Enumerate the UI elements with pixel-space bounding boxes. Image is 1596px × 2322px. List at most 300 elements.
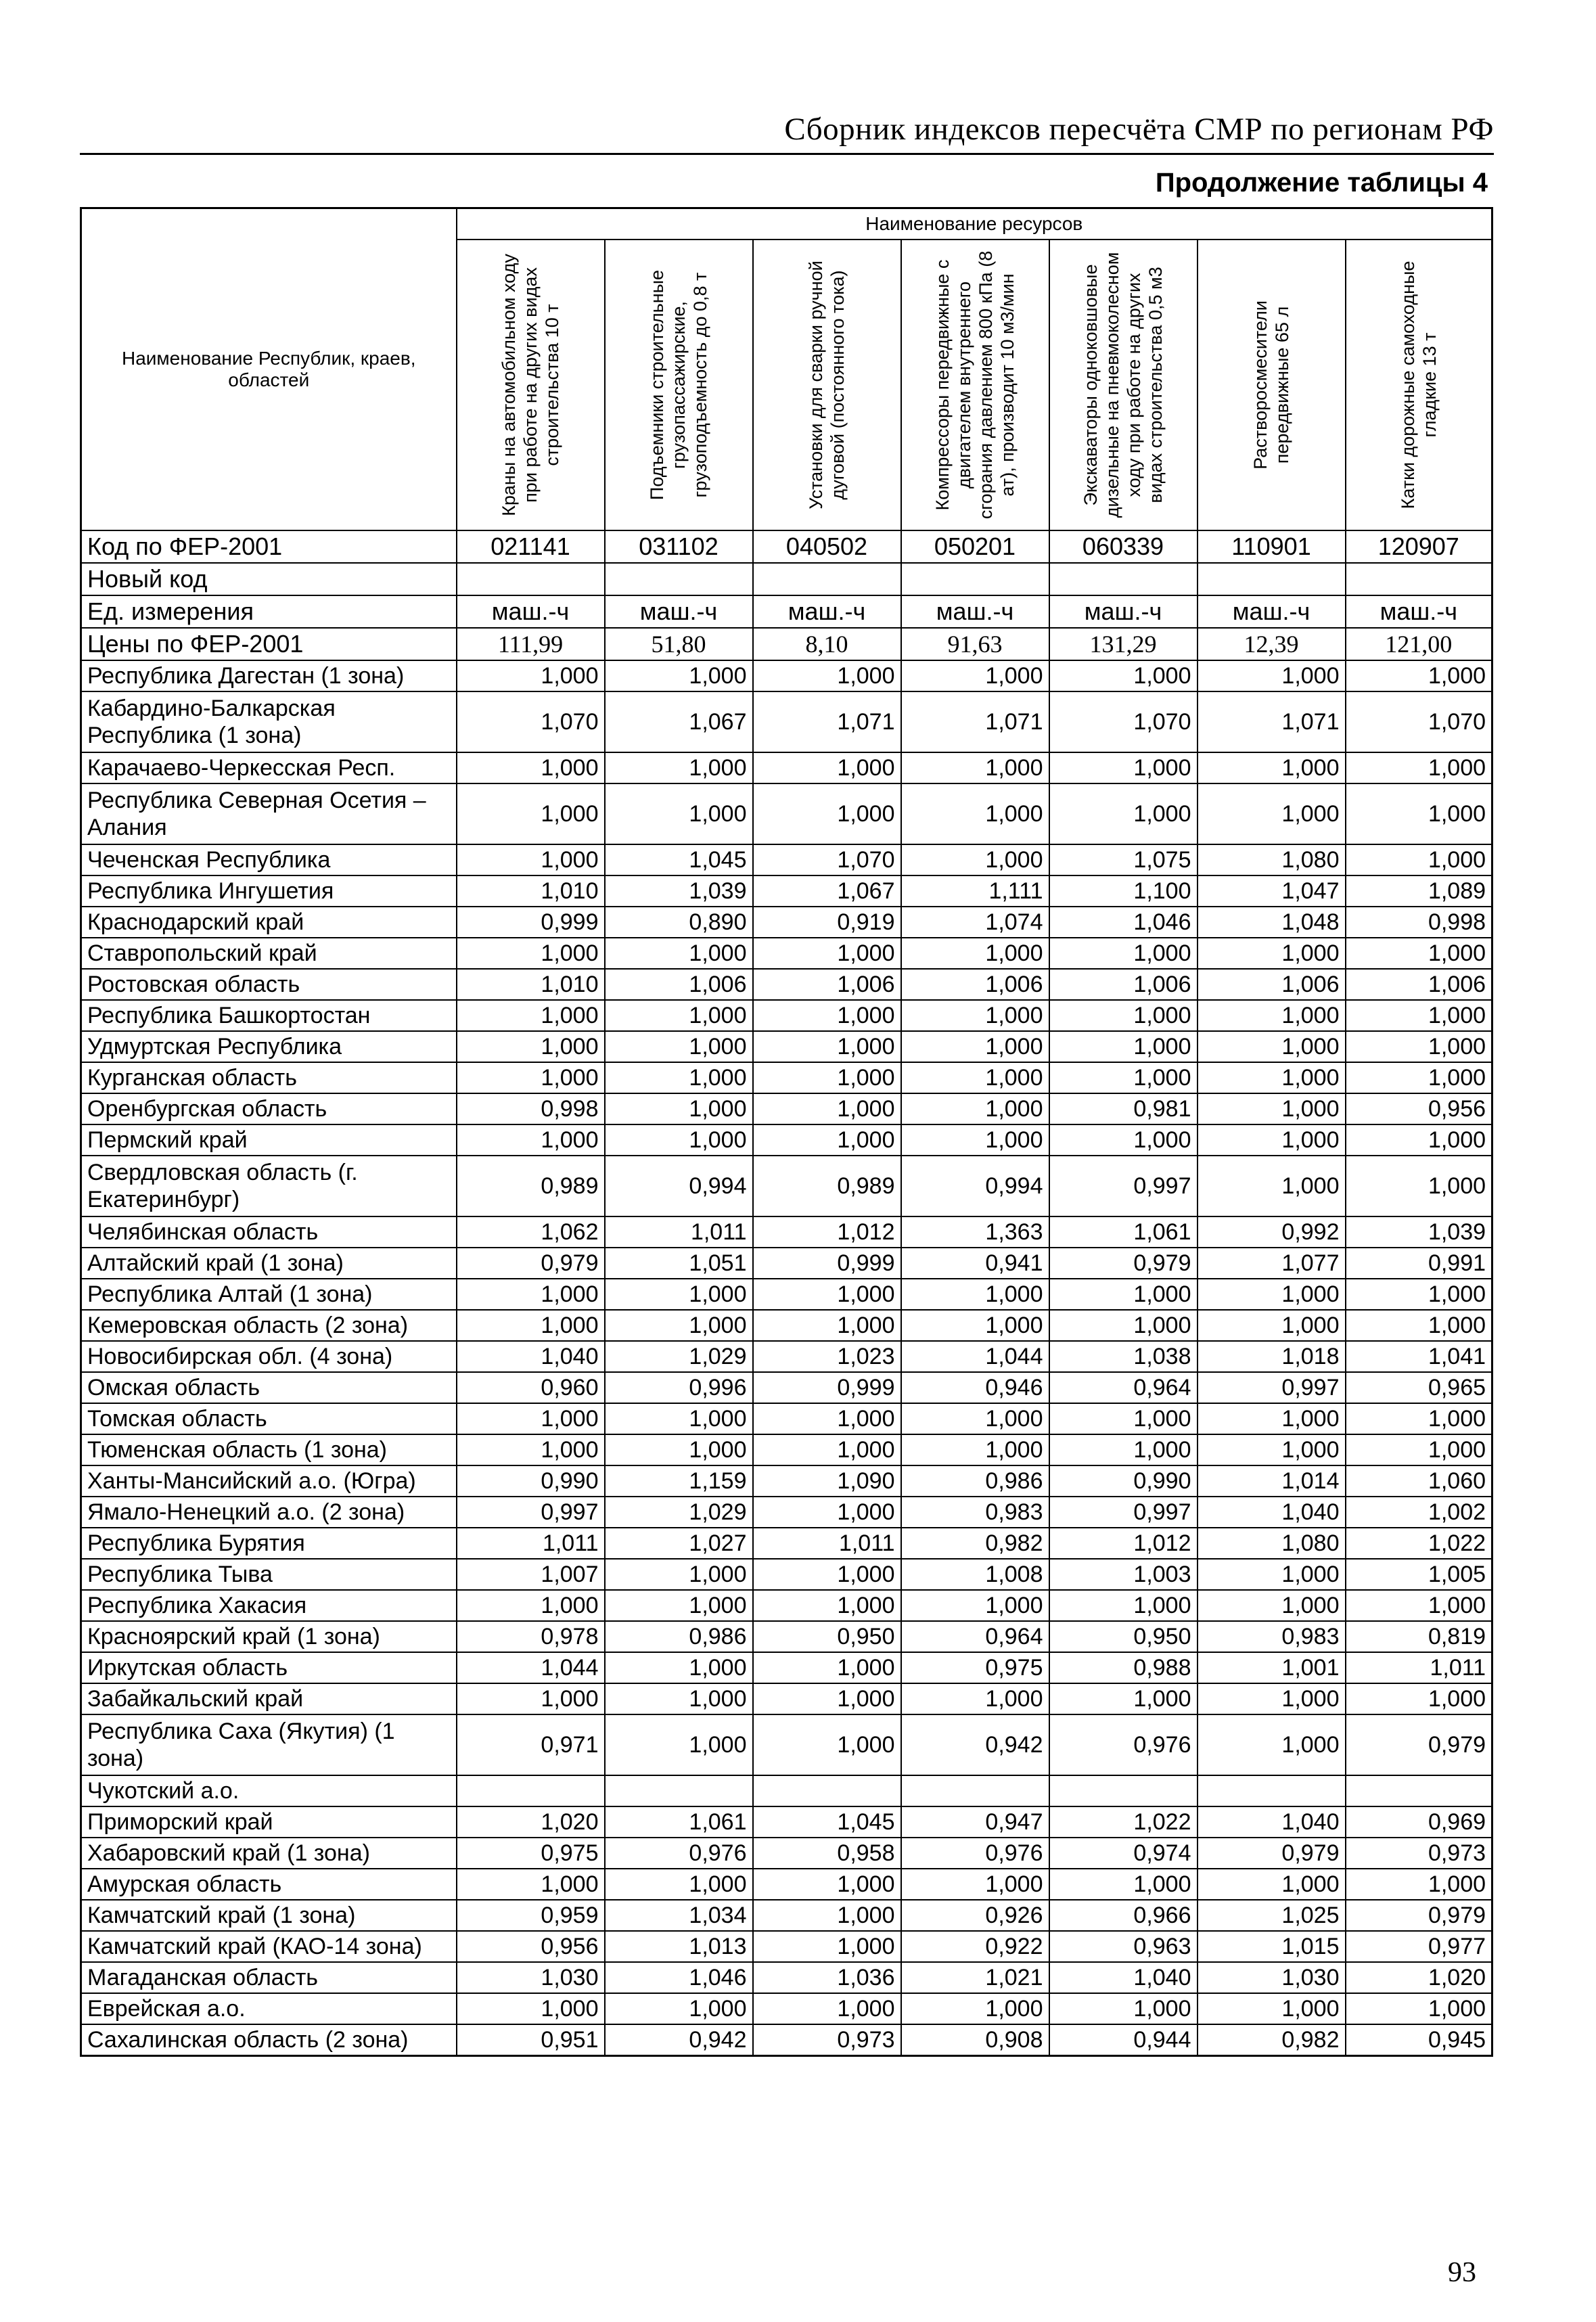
coefficient-cell: 1,051	[605, 1248, 753, 1279]
table-row	[81, 1341, 1492, 1372]
coefficient-cell: 0,963	[1049, 1931, 1198, 1962]
coefficient-cell: 1,000	[1346, 660, 1492, 691]
coefficient-cell: 1,034	[605, 1900, 753, 1931]
table-row	[81, 1248, 1492, 1279]
coefficient-cell: 1,029	[605, 1341, 753, 1372]
region-name: Чукотский а.о.	[81, 1775, 457, 1806]
coefficient-cell: 1,000	[1346, 844, 1492, 875]
coefficient-cell: 1,015	[1198, 1931, 1346, 1962]
coefficient-cell: 0,996	[605, 1372, 753, 1403]
resource-name-cell	[605, 240, 753, 530]
new-code	[1049, 563, 1198, 595]
coefficient-cell: 1,000	[901, 1031, 1049, 1062]
table-row	[81, 691, 1492, 752]
region-name: Кемеровская область (2 зона)	[81, 1310, 457, 1341]
coefficient-cell: 1,044	[901, 1341, 1049, 1372]
page-number: 93	[1448, 2257, 1476, 2288]
coefficient-cell: 1,041	[1346, 1341, 1492, 1372]
resource-name: Установки для сварки ручной дуговой (постоянного тока)	[806, 260, 848, 509]
coefficient-cell: 0,994	[605, 1156, 753, 1216]
table-row	[81, 1497, 1492, 1528]
coefficient-cell: 1,045	[753, 1806, 901, 1838]
coefficient-cell: 1,000	[457, 1869, 605, 1900]
coefficient-cell: 0,956	[1346, 1093, 1492, 1124]
coefficient-cell: 0,976	[1049, 1714, 1198, 1775]
coefficient-cell: 1,023	[753, 1341, 901, 1372]
region-name: Республика Бурятия	[81, 1528, 457, 1559]
coefficient-cell: 1,000	[1049, 1124, 1198, 1156]
coefficient-cell: 1,012	[1049, 1528, 1198, 1559]
coefficient-cell: 1,000	[605, 1683, 753, 1714]
coefficient-cell: 1,011	[1346, 1652, 1492, 1683]
table-row	[81, 1559, 1492, 1590]
resource-name-cell	[753, 240, 901, 530]
table-row	[81, 1156, 1492, 1216]
coefficient-cell: 1,000	[1049, 1031, 1198, 1062]
region-name: Республика Саха (Якутия) (1 зона)	[81, 1714, 457, 1775]
coefficient-cell: 1,000	[753, 1652, 901, 1683]
coefficient-cell: 1,075	[1049, 844, 1198, 875]
table-row	[81, 1062, 1492, 1093]
table-row	[81, 1869, 1492, 1900]
coefficient-cell: 1,000	[1346, 1683, 1492, 1714]
coefficient-cell: 0,979	[1346, 1714, 1492, 1775]
table-row	[81, 1775, 1492, 1806]
table-row	[81, 1652, 1492, 1683]
coefficient-cell: 1,061	[1049, 1216, 1198, 1248]
region-name: Ставропольский край	[81, 938, 457, 969]
coefficient-cell: 0,922	[901, 1931, 1049, 1962]
coefficient-cell: 1,000	[1198, 1124, 1346, 1156]
region-name: Республика Алтай (1 зона)	[81, 1279, 457, 1310]
resource-name: Растворосмесители передвижные 65 л	[1250, 300, 1292, 470]
coefficient-cell: 1,159	[605, 1465, 753, 1497]
coefficient-cell: 1,001	[1198, 1652, 1346, 1683]
coefficient-cell: 1,005	[1346, 1559, 1492, 1590]
coefficient-cell: 1,000	[457, 1434, 605, 1465]
table-row	[81, 1528, 1492, 1559]
region-name: Оренбургская область	[81, 1093, 457, 1124]
coefficient-cell: 1,000	[457, 783, 605, 844]
coefficient-cell: 0,998	[1346, 907, 1492, 938]
coefficient-cell: 1,000	[1049, 1403, 1198, 1434]
coefficient-cell: 0,990	[457, 1465, 605, 1497]
coefficient-cell: 1,067	[605, 691, 753, 752]
coefficient-cell: 0,999	[753, 1248, 901, 1279]
coefficient-cell: 1,000	[1049, 752, 1198, 783]
table-row	[81, 1931, 1492, 1962]
price: 121,00	[1346, 628, 1492, 660]
coefficient-cell: 1,000	[605, 1590, 753, 1621]
unit-label: Ед. измерения	[81, 595, 457, 628]
coefficient-cell: 1,000	[1346, 1000, 1492, 1031]
coefficient-cell: 1,074	[901, 907, 1049, 938]
region-name: Республика Башкортостан	[81, 1000, 457, 1031]
coefficient-cell: 0,964	[901, 1621, 1049, 1652]
running-header	[80, 108, 1494, 155]
coefficient-cell: 1,040	[1049, 1962, 1198, 1993]
coefficient-cell	[1198, 1775, 1346, 1806]
table-row	[81, 1372, 1492, 1403]
coefficient-cell: 1,006	[901, 969, 1049, 1000]
resource-name-cell	[457, 240, 605, 530]
coefficient-cell: 1,027	[605, 1528, 753, 1559]
region-name: Свердловская область (г. Екатеринбург)	[81, 1156, 457, 1216]
coefficient-cell: 1,000	[457, 1310, 605, 1341]
coefficient-cell: 1,000	[1198, 1093, 1346, 1124]
coefficient-cell: 0,947	[901, 1806, 1049, 1838]
coefficient-cell: 1,000	[1049, 783, 1198, 844]
coefficient-cell: 1,046	[1049, 907, 1198, 938]
coefficient-cell: 1,000	[1049, 1993, 1198, 2024]
price: 111,99	[457, 628, 605, 660]
coefficient-cell: 1,006	[753, 969, 901, 1000]
coefficient-cell: 0,998	[457, 1093, 605, 1124]
coefficient-cell: 0,982	[901, 1528, 1049, 1559]
coefficient-cell: 1,000	[457, 1993, 605, 2024]
coefficient-cell: 1,000	[901, 1993, 1049, 2024]
coefficient-cell: 0,978	[457, 1621, 605, 1652]
price-label: Цены по ФЕР-2001	[81, 628, 457, 660]
coefficient-cell: 1,000	[457, 1124, 605, 1156]
new-code	[1198, 563, 1346, 595]
coefficient-cell: 0,974	[1049, 1838, 1198, 1869]
coefficient-cell: 1,018	[1198, 1341, 1346, 1372]
coefficient-cell: 0,979	[1346, 1900, 1492, 1931]
coefficient-cell: 1,070	[1049, 691, 1198, 752]
coefficient-cell: 1,000	[753, 1062, 901, 1093]
coefficient-cell	[457, 1775, 605, 1806]
coefficient-cell: 1,006	[1346, 969, 1492, 1000]
coefficient-cell: 1,047	[1198, 875, 1346, 907]
coefficient-cell: 1,020	[1346, 1962, 1492, 1993]
resource-name: Экскаваторы одноковшовые дизельные на пневмоколесном ходу при работе на других видах строительства 0,5 м3	[1080, 252, 1166, 518]
coefficient-cell: 1,000	[753, 938, 901, 969]
region-name: Республика Дагестан (1 зона)	[81, 660, 457, 691]
table-row	[81, 1216, 1492, 1248]
coefficient-cell: 1,000	[457, 1590, 605, 1621]
coefficient-cell: 1,000	[753, 1000, 901, 1031]
coefficient-cell: 1,000	[1346, 1031, 1492, 1062]
coefficient-cell: 1,000	[457, 1031, 605, 1062]
coefficient-cell	[901, 1775, 1049, 1806]
coefficient-cell: 1,000	[901, 1683, 1049, 1714]
price: 91,63	[901, 628, 1049, 660]
coefficient-cell: 1,000	[753, 1031, 901, 1062]
coefficient-cell: 0,997	[1049, 1497, 1198, 1528]
coefficient-cell: 1,000	[1198, 1403, 1346, 1434]
coefficient-cell: 1,090	[753, 1465, 901, 1497]
coefficient-cell: 1,021	[901, 1962, 1049, 1993]
unit: маш.-ч	[753, 595, 901, 628]
coefficient-cell: 1,071	[901, 691, 1049, 752]
region-name: Республика Тыва	[81, 1559, 457, 1590]
coefficient-cell: 1,000	[457, 660, 605, 691]
coefficient-cell: 0,950	[1049, 1621, 1198, 1652]
coefficient-cell	[753, 1775, 901, 1806]
table-row	[81, 1962, 1492, 1993]
coefficient-cell: 1,000	[457, 938, 605, 969]
coefficient-cell: 1,000	[1198, 1993, 1346, 2024]
table-caption: Продолжение таблицы 4	[1155, 168, 1488, 198]
coefficient-cell: 1,000	[753, 1590, 901, 1621]
coefficient-cell: 0,981	[1049, 1093, 1198, 1124]
coefficient-cell: 1,000	[605, 1869, 753, 1900]
coefficient-cell: 1,000	[1198, 1869, 1346, 1900]
table-row	[81, 1993, 1492, 2024]
coefficient-cell: 1,060	[1346, 1465, 1492, 1497]
coefficient-cell	[605, 1775, 753, 1806]
coefficient-cell: 0,956	[457, 1931, 605, 1962]
table-row	[81, 1714, 1492, 1775]
region-name: Хабаровский край (1 зона)	[81, 1838, 457, 1869]
coefficient-cell: 1,013	[605, 1931, 753, 1962]
coefficient-cell: 1,000	[901, 1403, 1049, 1434]
fer-code-row	[81, 530, 1492, 563]
coefficient-cell: 0,945	[1346, 2024, 1492, 2056]
coefficient-cell: 1,000	[605, 783, 753, 844]
coefficient-cell: 1,000	[1049, 1434, 1198, 1465]
new-code	[901, 563, 1049, 595]
coefficient-cell: 1,000	[457, 1683, 605, 1714]
new-code	[457, 563, 605, 595]
coefficient-cell: 1,011	[605, 1216, 753, 1248]
coefficient-cell: 1,000	[753, 1869, 901, 1900]
coefficient-cell: 1,000	[753, 660, 901, 691]
coefficient-cell: 0,979	[1049, 1248, 1198, 1279]
resource-name-cell	[1346, 240, 1492, 530]
coefficient-cell: 1,030	[1198, 1962, 1346, 1993]
coefficient-cell: 1,011	[753, 1528, 901, 1559]
coefficient-cell: 0,988	[1049, 1652, 1198, 1683]
unit: маш.-ч	[1346, 595, 1492, 628]
coefficient-cell: 1,000	[753, 1993, 901, 2024]
coefficient-cell: 1,000	[1198, 938, 1346, 969]
coefficient-cell: 1,000	[605, 1559, 753, 1590]
coefficient-cell: 1,020	[457, 1806, 605, 1838]
coefficient-cell: 0,960	[457, 1372, 605, 1403]
coefficient-cell: 1,010	[457, 875, 605, 907]
region-name: Новосибирская обл. (4 зона)	[81, 1341, 457, 1372]
coefficient-cell: 1,044	[457, 1652, 605, 1683]
coefficient-cell: 1,000	[1198, 660, 1346, 691]
coefficient-cell: 1,000	[1346, 1434, 1492, 1465]
region-name: Омская область	[81, 1372, 457, 1403]
coefficient-cell: 1,000	[753, 1403, 901, 1434]
region-name: Кабардино-Балкарская Республика (1 зона)	[81, 691, 457, 752]
region-name: Республика Северная Осетия – Алания	[81, 783, 457, 844]
region-name: Челябинская область	[81, 1216, 457, 1248]
coefficient-cell: 1,000	[605, 1403, 753, 1434]
coefficient-cell: 1,000	[901, 1279, 1049, 1310]
coefficient-cell: 1,000	[1198, 1310, 1346, 1341]
coefficient-cell: 0,979	[457, 1248, 605, 1279]
coefficient-cell: 0,969	[1346, 1806, 1492, 1838]
coefficient-cell: 1,000	[457, 1279, 605, 1310]
resource-name: Подъемники строительные грузопассажирские, грузоподъемность до 0,8 т	[647, 269, 710, 501]
coefficient-cell: 0,977	[1346, 1931, 1492, 1962]
fer-code: 050201	[901, 530, 1049, 563]
resource-name: Катки дорожные самоходные гладкие 13 т	[1397, 260, 1440, 509]
coefficient-cell: 1,000	[901, 844, 1049, 875]
table-row	[81, 1124, 1492, 1156]
table-row	[81, 1279, 1492, 1310]
resource-name-cell	[901, 240, 1049, 530]
region-name: Ханты-Мансийский а.о. (Югра)	[81, 1465, 457, 1497]
coefficient-cell: 0,997	[1198, 1372, 1346, 1403]
coefficient-cell: 1,000	[457, 752, 605, 783]
region-name: Тюменская область (1 зона)	[81, 1434, 457, 1465]
coefficient-cell: 1,000	[901, 752, 1049, 783]
table-row	[81, 1465, 1492, 1497]
coefficient-cell: 1,080	[1198, 844, 1346, 875]
price: 8,10	[753, 628, 901, 660]
coefficient-cell: 1,070	[753, 844, 901, 875]
table-row	[81, 969, 1492, 1000]
coefficient-cell: 1,000	[1346, 1590, 1492, 1621]
coefficient-cell: 1,010	[457, 969, 605, 1000]
coefficient-cell: 1,000	[457, 1403, 605, 1434]
coefficient-cell: 1,040	[457, 1341, 605, 1372]
coefficient-cell: 1,089	[1346, 875, 1492, 907]
coefficient-cell: 0,890	[605, 907, 753, 938]
region-name: Пермский край	[81, 1124, 457, 1156]
coefficient-cell: 0,997	[457, 1497, 605, 1528]
region-name: Удмуртская Республика	[81, 1031, 457, 1062]
coefficient-cell: 1,039	[605, 875, 753, 907]
coefficient-cell: 1,000	[1049, 1000, 1198, 1031]
coefficient-cell: 0,983	[901, 1497, 1049, 1528]
coefficient-cell: 1,008	[901, 1559, 1049, 1590]
fer-code: 021141	[457, 530, 605, 563]
coefficient-cell: 0,942	[605, 2024, 753, 2056]
table-row	[81, 907, 1492, 938]
region-name: Амурская область	[81, 1869, 457, 1900]
coefficient-cell: 1,038	[1049, 1341, 1198, 1372]
coefficient-cell: 0,941	[901, 1248, 1049, 1279]
coefficient-cell: 1,000	[901, 1093, 1049, 1124]
coefficient-cell: 1,011	[457, 1528, 605, 1559]
coefficient-cell: 1,000	[753, 1900, 901, 1931]
coefficient-cell: 1,067	[753, 875, 901, 907]
table-row	[81, 1434, 1492, 1465]
region-name: Забайкальский край	[81, 1683, 457, 1714]
fer-code: 040502	[753, 530, 901, 563]
new-code-row	[81, 563, 1492, 595]
coefficient-cell: 1,000	[1198, 1434, 1346, 1465]
coefficient-cell: 1,006	[1049, 969, 1198, 1000]
region-name: Курганская область	[81, 1062, 457, 1093]
price: 12,39	[1198, 628, 1346, 660]
coefficient-cell: 1,000	[753, 1434, 901, 1465]
unit: маш.-ч	[1198, 595, 1346, 628]
coefficient-cell: 1,000	[605, 1993, 753, 2024]
coefficient-cell: 1,000	[753, 1310, 901, 1341]
coefficient-cell: 1,000	[1346, 1124, 1492, 1156]
table-row	[81, 2024, 1492, 2056]
coefficient-cell: 0,964	[1049, 1372, 1198, 1403]
coefficient-cell: 1,003	[1049, 1559, 1198, 1590]
coefficient-cell: 1,000	[605, 1310, 753, 1341]
coefficient-cell: 1,046	[605, 1962, 753, 1993]
coefficient-cell: 1,000	[605, 1124, 753, 1156]
coefficient-cell: 1,000	[753, 1497, 901, 1528]
table-body	[81, 530, 1492, 2056]
coefficient-cell: 0,976	[605, 1838, 753, 1869]
region-name: Иркутская область	[81, 1652, 457, 1683]
unit: маш.-ч	[605, 595, 753, 628]
coefficient-cell: 1,000	[901, 783, 1049, 844]
coefficient-cell: 0,976	[901, 1838, 1049, 1869]
coefficient-cell: 1,000	[901, 1310, 1049, 1341]
coefficient-cell: 0,959	[457, 1900, 605, 1931]
coefficient-cell: 1,071	[753, 691, 901, 752]
coefficient-cell: 1,000	[605, 660, 753, 691]
fer-code: 031102	[605, 530, 753, 563]
coefficient-cell: 1,000	[1346, 752, 1492, 783]
coefficient-cell: 1,048	[1198, 907, 1346, 938]
coefficient-cell: 1,000	[1198, 1031, 1346, 1062]
region-name: Республика Хакасия	[81, 1590, 457, 1621]
table-row	[81, 938, 1492, 969]
region-name: Еврейская а.о.	[81, 1993, 457, 2024]
region-name: Магаданская область	[81, 1962, 457, 1993]
coefficient-cell: 1,000	[1346, 1156, 1492, 1216]
coefficient-cell: 1,000	[901, 1590, 1049, 1621]
coefficient-cell: 1,000	[1346, 938, 1492, 969]
coefficient-cell: 0,990	[1049, 1465, 1198, 1497]
coefficient-cell: 1,000	[753, 1093, 901, 1124]
table-row	[81, 875, 1492, 907]
table-row	[81, 1403, 1492, 1434]
table-row	[81, 1310, 1492, 1341]
coefficient-cell: 1,000	[1198, 1156, 1346, 1216]
table-row	[81, 1093, 1492, 1124]
coefficient-cell: 1,006	[1198, 969, 1346, 1000]
region-name: Ростовская область	[81, 969, 457, 1000]
coefficient-cell: 1,040	[1198, 1497, 1346, 1528]
coefficient-cell: 1,000	[753, 1931, 901, 1962]
new-code	[605, 563, 753, 595]
new-code	[753, 563, 901, 595]
coefficient-cell: 1,100	[1049, 875, 1198, 907]
coefficient-cell: 1,000	[901, 660, 1049, 691]
coefficient-cell: 1,000	[753, 1559, 901, 1590]
coefficient-cell: 1,022	[1049, 1806, 1198, 1838]
coefficient-cell: 0,992	[1198, 1216, 1346, 1248]
coefficient-cell: 1,030	[457, 1962, 605, 1993]
running-title: Сборник индексов пересчёта СМР по регионам РФ	[784, 112, 1494, 147]
coefficient-cell: 1,012	[753, 1216, 901, 1248]
coefficient-cell: 0,971	[457, 1714, 605, 1775]
coefficient-cell: 1,000	[605, 1000, 753, 1031]
table-row	[81, 844, 1492, 875]
coefficient-cell: 1,000	[753, 1683, 901, 1714]
coefficient-cell: 1,071	[1198, 691, 1346, 752]
coefficient-cell: 1,000	[605, 938, 753, 969]
coefficient-cell: 1,000	[753, 1714, 901, 1775]
coefficient-cell: 1,000	[605, 1062, 753, 1093]
coefficient-cell: 1,000	[1198, 1062, 1346, 1093]
coefficient-cell: 1,000	[901, 1124, 1049, 1156]
region-name: Алтайский край (1 зона)	[81, 1248, 457, 1279]
coefficient-cell: 1,000	[457, 844, 605, 875]
coefficient-cell: 1,000	[1198, 1000, 1346, 1031]
table-row	[81, 1621, 1492, 1652]
coefficient-cell: 1,000	[1198, 1279, 1346, 1310]
unit: маш.-ч	[457, 595, 605, 628]
coefficient-cell: 0,819	[1346, 1621, 1492, 1652]
